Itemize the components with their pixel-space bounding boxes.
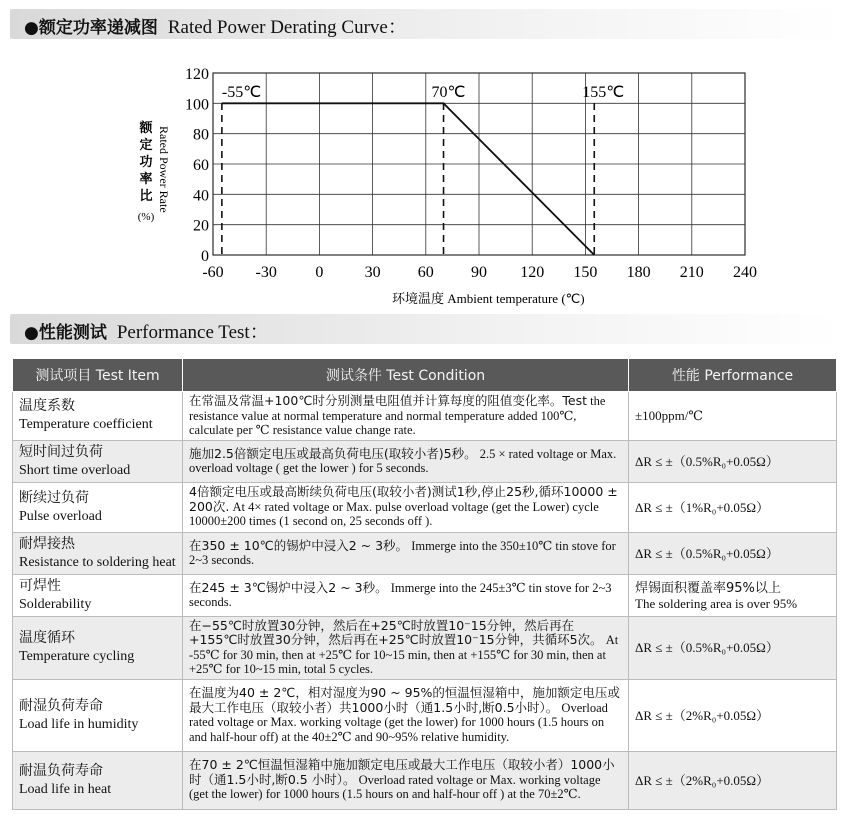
section-title-en: Performance Test： <box>116 322 269 343</box>
y-tick-label: 120 <box>185 66 209 83</box>
x-tick-label: -60 <box>202 264 224 281</box>
test-condition-cell <box>183 440 629 482</box>
test-condition-en: Overload rated voltage or Max. working voltage (get the lower) for 1000 hours (1.5 hours on and half-hour off ) at the 70±2℃. <box>189 772 601 802</box>
test-item-cell <box>13 532 183 574</box>
test-item-cell <box>13 616 183 679</box>
test-condition-cn: 在温度为40 ± 2℃，相对湿度为90 ~ 95%的恒温恒湿箱中，施加额定电压或最大工作电压（取较小者）共1000小时（通1.5小时,断0.5小时）。 <box>189 685 620 715</box>
y-label-char: 额 <box>139 121 153 136</box>
test-condition-cn: 在常温及常温+100℃时分别测量电阻值并计算每度的阻值变化率。Test <box>189 393 587 408</box>
y-label-char: 功 <box>139 155 153 170</box>
temperature-marker-label: -55℃ <box>221 84 262 101</box>
performance-value: ±100ppm/℃ <box>635 408 703 424</box>
performance-cell <box>629 751 837 809</box>
test-item-en: Solderability <box>19 596 92 612</box>
x-tick-label: -30 <box>255 264 277 281</box>
x-tick-label: 180 <box>626 264 651 281</box>
test-item-cn: 短时间过负荷 <box>19 443 103 460</box>
test-condition-cell <box>183 679 629 751</box>
test-condition-cn: 施加2.5倍额定电压或最高负荷电压(取较小者)5秒。 <box>189 445 477 461</box>
test-item-en: Load life in humidity <box>19 716 139 732</box>
temperature-marker-label: 155℃ <box>582 84 625 101</box>
y-label-char: 定 <box>139 138 153 153</box>
table-row <box>13 482 837 532</box>
test-condition-cn: 在350 ± 10℃的锡炉中浸入2 ~ 3秒。 <box>189 537 409 553</box>
y-tick-labels <box>185 66 209 265</box>
test-condition-en: Immerge into the 350±10℃ tin stove for 2~3 seconds. <box>189 538 616 567</box>
chart-annotations <box>222 84 624 255</box>
test-item-cell <box>13 679 183 751</box>
x-tick-label: 120 <box>520 264 545 281</box>
header-performance: 性能 Performance <box>629 359 837 392</box>
performance-value: ΔR ≤ ±（1%R₀+0.05Ω） <box>635 499 770 515</box>
performance-value: ΔR ≤ ±（0.5%R₀+0.05Ω） <box>635 545 779 561</box>
table-row <box>13 679 837 751</box>
header-test-item: 测试项目 Test Item <box>13 359 183 392</box>
chart-grid <box>213 73 745 255</box>
y-tick-label: 0 <box>201 248 209 265</box>
y-label-char: 率 <box>139 172 153 187</box>
performance-cell <box>629 679 837 751</box>
test-condition-en: 2.5 × rated voltage or Max. overload voltage ( get the lower ) for 5 seconds. <box>189 446 617 475</box>
test-item-cn: 耐焊接热 <box>19 535 75 552</box>
header-test-condition: 测试条件 Test Condition <box>183 359 629 392</box>
section-title-cn: ●额定功率递减图 <box>24 18 158 38</box>
y-tick-label: 80 <box>193 126 209 144</box>
test-condition-cell <box>183 532 629 574</box>
test-item-cell <box>13 392 183 441</box>
table-row <box>13 440 837 482</box>
test-condition-cn: 在245 ± 3℃锡炉中浸入2 ~ 3秒。 <box>189 579 388 595</box>
performance-cell <box>629 532 837 574</box>
test-item-cn: 温度循环 <box>19 630 75 646</box>
y-label-en: Rated Power Rate <box>157 126 171 213</box>
performance-cell <box>629 440 837 482</box>
performance-table <box>12 358 837 810</box>
chart-series <box>222 103 595 255</box>
performance-value: 焊锡面积覆盖率95%以上 <box>635 580 781 596</box>
test-condition-cell <box>183 574 629 616</box>
section-banner-performance <box>10 314 842 344</box>
test-condition-en: At -55℃ for 30 min, then at +25℃ for 10~15 min, then at +155℃ for 30 min, then at +25℃ for 10~15 min, total 5 cycles. <box>189 633 619 676</box>
y-tick-label: 40 <box>193 187 209 205</box>
performance-value: ΔR ≤ ±（0.5%R₀+0.05Ω） <box>635 640 779 655</box>
test-condition-cell <box>183 392 629 441</box>
test-item-cell <box>13 440 183 482</box>
performance-value-en: The soldering area is over 95% <box>635 595 798 611</box>
performance-value: ΔR ≤ ±（0.5%R₀+0.05Ω） <box>635 453 779 469</box>
test-item-en: Pulse overload <box>19 508 102 524</box>
y-axis-label <box>138 120 171 223</box>
test-item-en: Resistance to soldering heat <box>19 554 176 570</box>
section-title-en: Rated Power Derating Curve： <box>167 17 407 38</box>
test-condition-cn: 在−55℃时放置30分钟，然后在+25℃时放置10⁻15分钟，然后再在+155℃时放置30分钟，然后再在+25℃时放置10⁻15分钟，共循环5次。 <box>189 617 603 647</box>
section-title-cn: ●性能测试 <box>24 323 107 343</box>
test-condition-en: Immerge into the 245±3℃ tin stove for 2~3 seconds. <box>189 580 612 609</box>
table-row <box>13 751 837 809</box>
table-header-row <box>13 359 837 392</box>
x-tick-labels <box>202 264 757 281</box>
test-condition-cn: 在70 ± 2℃恒温恒湿箱中施加额定电压或最大工作电压（取较小者）1000小时（通1.5小时,断0.5 小时）。 <box>189 757 615 787</box>
test-condition-cell <box>183 616 629 679</box>
test-item-cn: 耐湿负荷寿命 <box>19 697 103 714</box>
x-tick-label: 240 <box>733 264 757 281</box>
performance-value: ΔR ≤ ±（2%R₀+0.05Ω） <box>635 772 770 788</box>
x-tick-label: 0 <box>315 264 324 281</box>
x-tick-label: 90 <box>471 264 487 281</box>
test-condition-en: the resistance value at normal temperature and normal temperature added 100℃, calculate per ℃ resistance value change rate. <box>189 394 606 437</box>
performance-cell <box>629 392 837 441</box>
test-item-en: Load life in heat <box>19 781 112 797</box>
test-condition-en: At 4× rated voltage or Max. pulse overload voltage (get the Lower) cycle 10000±200 times (1 second on, 25 seconds off ). <box>189 499 599 529</box>
performance-cell <box>629 482 837 532</box>
test-condition-cn: 4倍额定电压或最高断续负荷电压(取较小者)测试1秒,停止25秒,循环10000 ± 200次. <box>189 484 618 514</box>
test-item-cn: 断续过负荷 <box>19 489 89 506</box>
test-item-cn: 可焊性 <box>19 577 61 594</box>
performance-cell <box>629 616 837 679</box>
x-axis-label: 环境温度 Ambient temperature (℃) <box>392 291 585 306</box>
derating-curve <box>222 103 594 255</box>
test-item-cn: 温度系数 <box>19 398 75 415</box>
table-row <box>13 574 837 616</box>
x-tick-label: 210 <box>679 264 704 281</box>
test-item-en: Short time overload <box>19 462 131 478</box>
table-row <box>13 616 837 679</box>
x-tick-label: 60 <box>417 264 434 281</box>
test-item-cell <box>13 751 183 809</box>
x-tick-label: 30 <box>364 264 381 281</box>
test-condition-cell <box>183 751 629 809</box>
test-item-cell <box>13 574 183 616</box>
test-item-cn: 耐温负荷寿命 <box>19 762 103 779</box>
performance-value: ΔR ≤ ±（2%R₀+0.05Ω） <box>635 707 770 723</box>
x-tick-label: 150 <box>573 264 598 281</box>
section-banner-derating <box>10 9 842 39</box>
test-condition-en: Overload rated voltage or Max. working voltage (get the lower) for 1000 hours (1.5 hours on and half-hour off) at the 40±2℃ and 90~95% relative humidity. <box>189 700 608 744</box>
y-tick-label: 60 <box>193 157 209 174</box>
temperature-marker-label: 70℃ <box>431 84 466 101</box>
y-label-unit: (%) <box>137 211 155 223</box>
y-tick-label: 100 <box>185 96 209 114</box>
test-item-en: Temperature coefficient <box>19 417 153 433</box>
table-row <box>13 532 837 574</box>
y-tick-label: 20 <box>193 217 209 235</box>
derating-chart <box>0 50 850 310</box>
test-item-cell <box>13 482 183 532</box>
y-label-char: 比 <box>139 189 153 204</box>
table-row <box>13 392 837 441</box>
test-item-en: Temperature cycling <box>19 649 135 664</box>
test-condition-cell <box>183 482 629 532</box>
performance-cell <box>629 574 837 616</box>
